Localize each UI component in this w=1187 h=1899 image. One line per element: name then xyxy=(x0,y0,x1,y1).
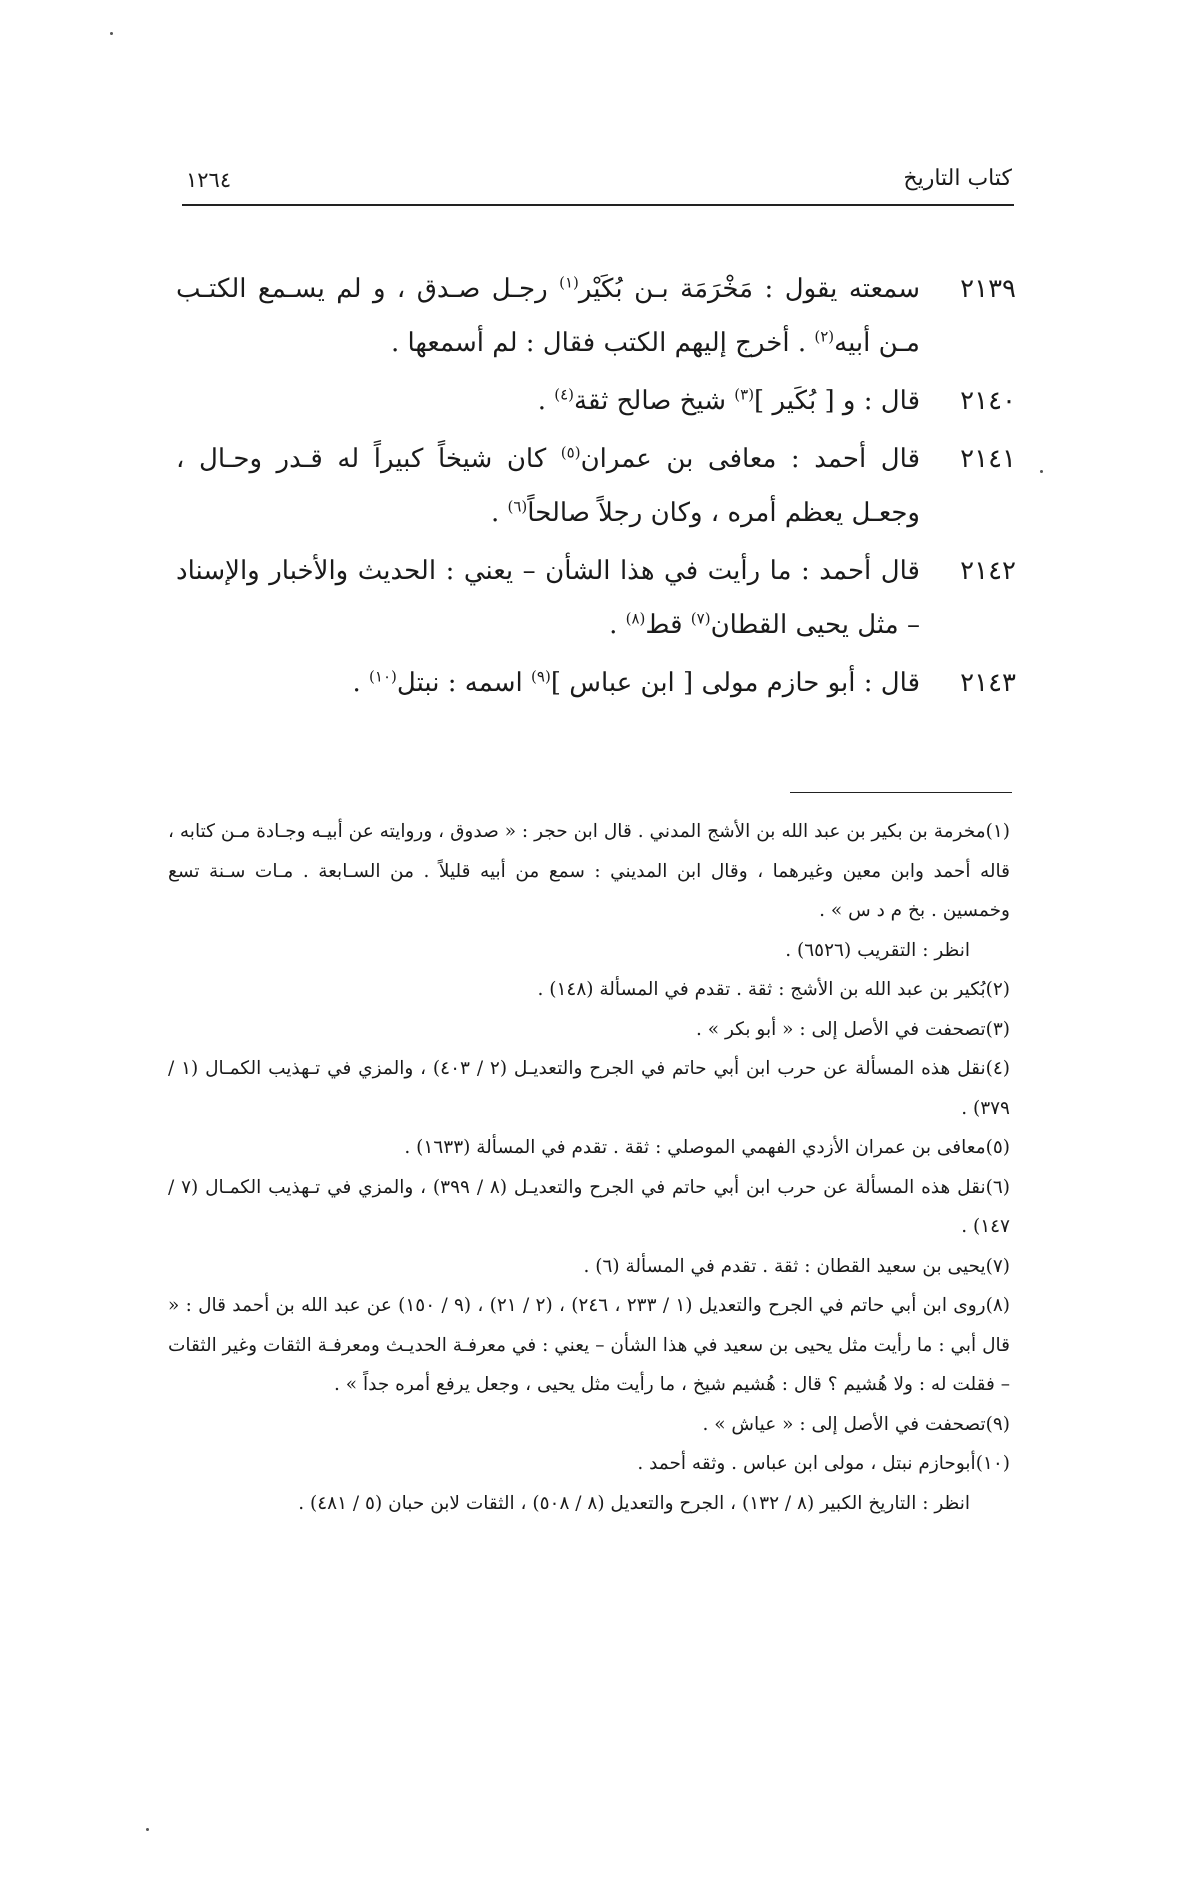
page-number: ١٢٦٤ xyxy=(186,168,232,192)
footnote-text: انظر : التقريب (٦٥٢٦) . xyxy=(785,939,970,961)
scan-speck xyxy=(1040,470,1043,473)
entry-number: ٢١٤٣ xyxy=(960,668,1016,698)
entry-segment: قال أحمد : ما رأيت في هذا الشأن – يعني : الحديث والأخبار والإسناد – مثل يحيى القطان xyxy=(176,556,920,640)
entry-segment: . xyxy=(490,498,508,528)
footnote-text: نقل هذه المسألة عن حرب ابن أبي حاتم في الجرح والتعديـل (٨ / ٣٩٩) ، والمزي في تـهذيب الكمـال (٧ / ١٤٧) . xyxy=(168,1176,1010,1237)
entry-number: ٢١٤١ xyxy=(960,444,1016,474)
entry-text xyxy=(176,262,920,370)
footnotes-section xyxy=(168,812,1010,1523)
footnote-marker[interactable]: (٤) xyxy=(554,385,575,404)
footnote-label: (٧) xyxy=(985,1255,1010,1277)
footnote xyxy=(168,1168,1010,1247)
footnote-text: تصحفت في الأصل إلى : « عياش » . xyxy=(702,1413,986,1435)
entry-number: ٢١٤٠ xyxy=(960,386,1016,416)
entry-segment: قط xyxy=(645,610,691,640)
entry-segment: شيخ صالح ثقة xyxy=(574,386,735,416)
footnote-marker[interactable]: (٨) xyxy=(625,609,646,628)
footnote-continuation xyxy=(168,931,1010,971)
entries-section xyxy=(176,262,1016,710)
footnote-separator xyxy=(790,792,1012,793)
footnote-marker[interactable]: (٣) xyxy=(734,385,755,404)
footnote-text: بُكير بن عبد الله بن الأشج : ثقة . تقدم في المسألة (١٤٨) . xyxy=(537,979,986,1000)
entry-text xyxy=(176,374,920,428)
footnote xyxy=(168,1405,1010,1445)
entry-segment: رجـل صـدق ، و لم يسـمع الكتـب مـن أبيه xyxy=(176,274,920,358)
footnote-label: (٥) xyxy=(985,1137,1010,1158)
footnote-text: معافى بن عمران الأزدي الفهمي الموصلي : ثقة . تقدم في المسألة (١٦٣٣) . xyxy=(404,1137,986,1158)
footnote xyxy=(168,1444,1010,1484)
entry-segment: اسمه : نبتل xyxy=(396,668,532,698)
footnote-marker[interactable]: (٧) xyxy=(690,609,711,628)
footnote-text: مخرمة بن بكير بن عبد الله بن الأشج المدني . قال ابن حجر : « صدوق ، وروايته عن أبيـه وجـادة مـن كتابه ، قاله أحمد وابن معين وغيرهما ، وقال ابن المديني : سمع من أبيه قليلاً . من السـابعة . مـات سـنة تسع وخمسين . بخ م د س » . xyxy=(168,821,1011,921)
footnote-marker[interactable]: (١٠) xyxy=(369,667,397,686)
entry-text xyxy=(176,544,920,652)
entry xyxy=(176,374,1016,428)
entry-segment: . xyxy=(352,668,370,698)
footnote-text: روى ابن أبي حاتم في الجرح والتعديل (١ / ٢٣٣ ، ٢٤٦) ، (٢ / ٢١) ، (٩ / ١٥٠) عن عبد الله بن أحمد قال : « قال أبي : ما رأيت مثل يحيى بن سعيد في هذا الشأن – يعني : في معرفـة الحديـث ومعرفـة الثقات وغير الثقات – فقلت له : ولا هُشيم ؟ قال : هُشيم شيخ ، ما رأيت مثل يحيى ، وجعل يرفع أمره جداً » . xyxy=(168,1295,1010,1395)
entry xyxy=(176,656,1016,710)
footnote-label: (٦) xyxy=(985,1176,1010,1198)
footnote xyxy=(168,1247,1010,1287)
entry-segment: . xyxy=(609,610,626,640)
footnote xyxy=(168,1049,1010,1128)
footnote-label: (٩) xyxy=(985,1413,1010,1435)
footnote-text: أبوحازم نبتل ، مولى ابن عباس . وثقه أحمد . xyxy=(637,1453,976,1474)
entry-segment: كان شيخاً كبيراً له قـدر وحـال ، وجعـل يعظم أمره ، وكان رجلاً صالحاً xyxy=(176,444,920,528)
entry-number: ٢١٤٢ xyxy=(960,556,1016,586)
entry-segment: . xyxy=(537,386,555,416)
entry-segment: قال : أبو حازم مولى [ ابن عباس ] xyxy=(550,668,920,698)
footnote-continuation xyxy=(168,1484,1010,1524)
footnote-label: (٤) xyxy=(985,1058,1010,1079)
footnote-marker[interactable]: (٥) xyxy=(560,443,581,462)
footnote xyxy=(168,812,1010,931)
footnote-marker[interactable]: (٦) xyxy=(507,497,528,516)
footnote-text: نقل هذه المسألة عن حرب ابن أبي حاتم في الجرح والتعديـل (٢ / ٤٠٣) ، والمزي في تـهذيب الكمـال (١ / ٣٧٩) . xyxy=(168,1058,1010,1119)
footnote xyxy=(168,1010,1010,1050)
entry-segment: قال : و [ بُكَير ] xyxy=(754,386,920,416)
scan-speck xyxy=(146,1828,149,1831)
entry-number: ٢١٣٩ xyxy=(960,274,1016,304)
footnote xyxy=(168,1128,1010,1168)
entry xyxy=(176,262,1016,370)
book-title: كتاب التاريخ xyxy=(903,166,1012,191)
footnote-marker[interactable]: (٩) xyxy=(531,667,551,686)
footnote-text: يحيى بن سعيد القطان : ثقة . تقدم في المسألة (٦) . xyxy=(583,1255,986,1277)
entry-text xyxy=(176,656,920,710)
footnote-label: (٣) xyxy=(985,1018,1010,1040)
footnote xyxy=(168,1286,1010,1405)
scan-speck xyxy=(110,32,113,35)
entry xyxy=(176,432,1016,540)
footnote-marker[interactable]: (٢) xyxy=(814,327,835,346)
footnote-text: انظر : التاريخ الكبير (٨ / ١٣٢) ، الجرح والتعديل (٨ / ٥٠٨) ، الثقات لابن حبان (٥ / ٤٨١) . xyxy=(298,1492,970,1514)
footnote-marker[interactable]: (١) xyxy=(559,273,579,292)
entry-segment: . أخرج إليهم الكتب فقال : لم أسمعها . xyxy=(390,328,815,358)
footnote-label: (١) xyxy=(985,821,1010,842)
entry-segment: سمعته يقول : مَخْرَمَة بـن بُكَيْر xyxy=(578,274,920,304)
entry-segment: قال أحمد : معافى بن عمران xyxy=(580,444,921,474)
footnote-label: (٨) xyxy=(985,1295,1010,1316)
entry xyxy=(176,544,1016,652)
footnote xyxy=(168,970,1010,1010)
footnote-text: تصحفت في الأصل إلى : « أبو بكر » . xyxy=(696,1018,986,1040)
footnote-label: (٢) xyxy=(985,979,1010,1000)
footnote-label: (١٠) xyxy=(975,1453,1010,1474)
running-header xyxy=(182,162,1014,206)
entry-text xyxy=(176,432,920,540)
